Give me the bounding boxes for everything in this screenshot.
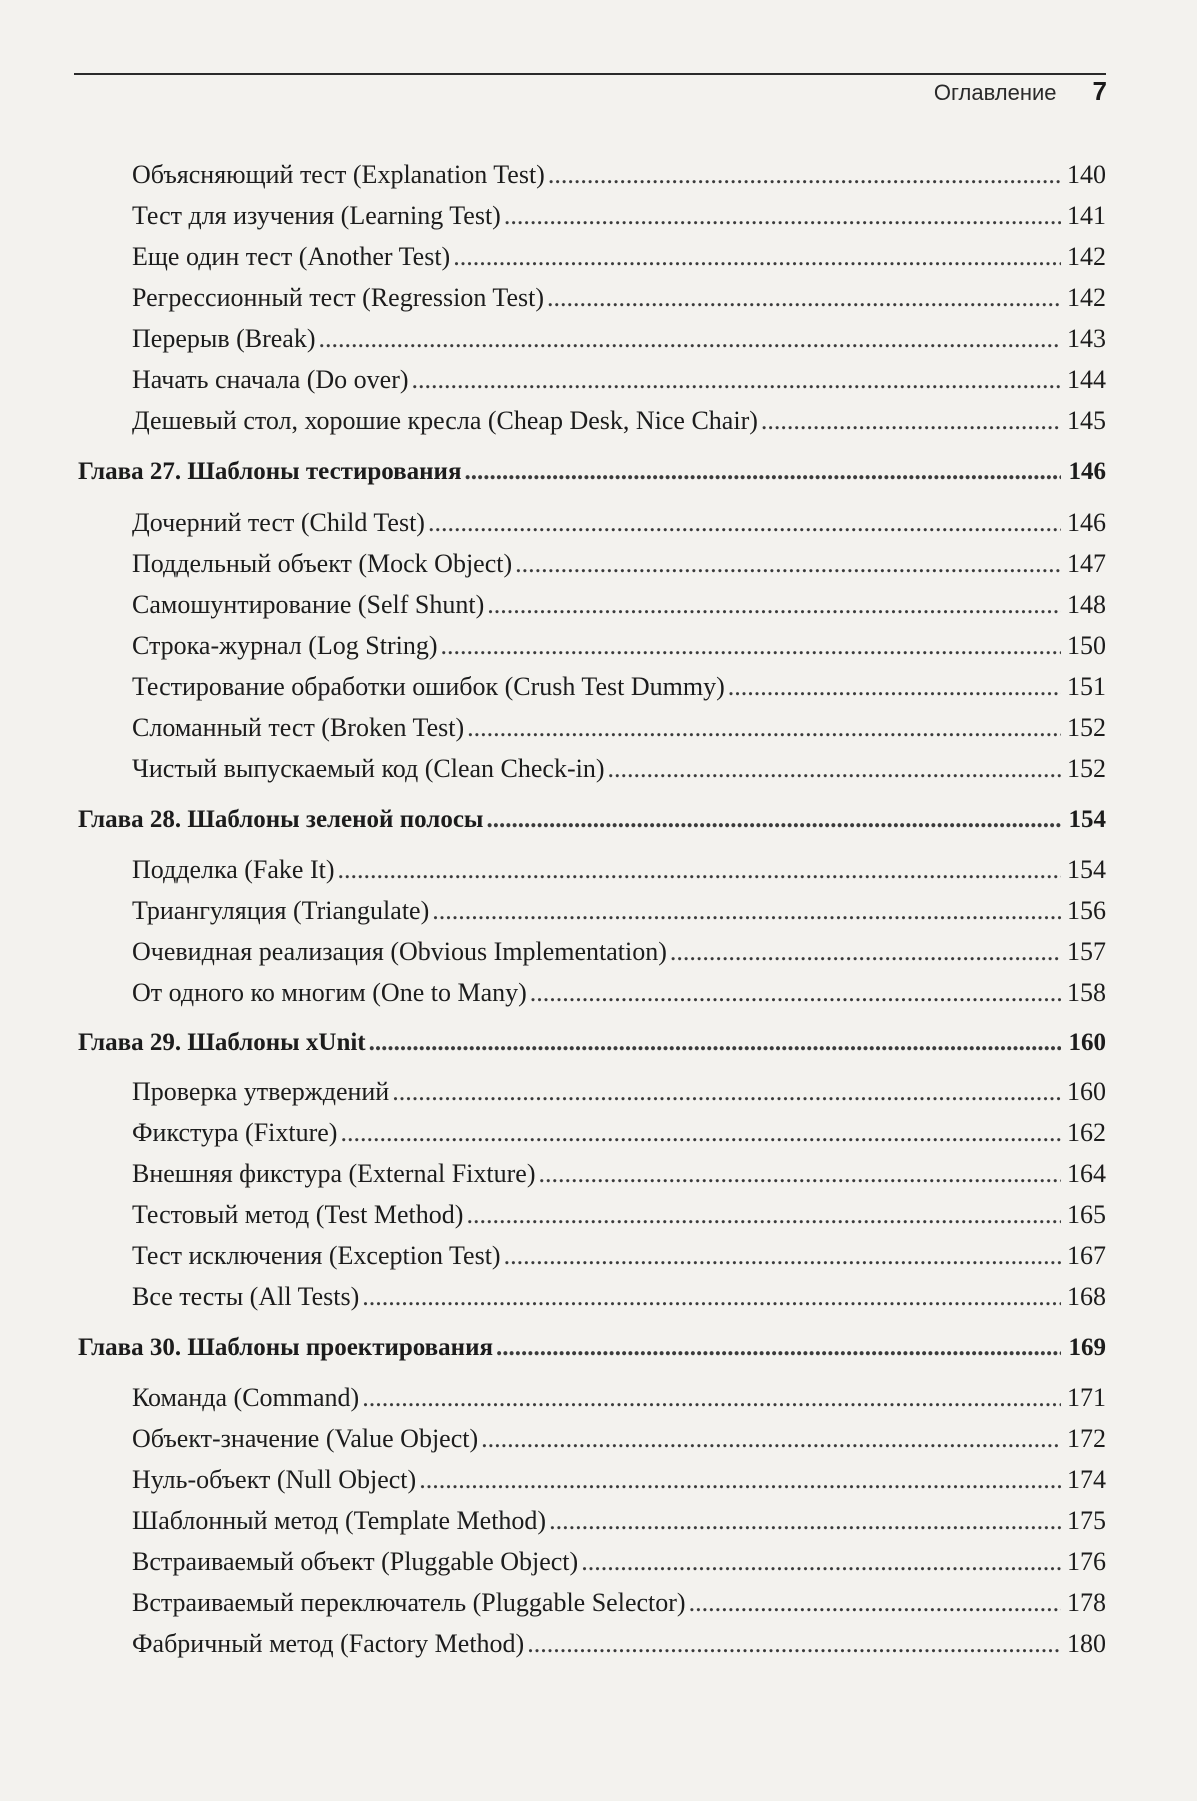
toc-chapter-title: Глава 27. Шаблоны тестирования xyxy=(78,458,462,485)
toc-entry-page: 144 xyxy=(1067,365,1106,394)
toc-entry-title: Дочерний тест (Child Test) xyxy=(132,508,425,537)
toc-chapter-page: 154 xyxy=(1068,806,1106,833)
toc-entry-page: 158 xyxy=(1067,978,1106,1007)
toc-entry-page: 145 xyxy=(1067,406,1106,435)
dot-leader xyxy=(527,1629,1061,1659)
toc-entry-page: 175 xyxy=(1067,1506,1106,1535)
toc-entry-title: Чистый выпускаемый код (Clean Check-in) xyxy=(132,754,605,783)
toc-entry xyxy=(132,1282,1106,1312)
dot-leader xyxy=(481,1424,1061,1454)
toc-entry-page: 152 xyxy=(1067,713,1106,742)
toc-entry-page: 147 xyxy=(1067,549,1106,578)
toc-entry xyxy=(132,1118,1106,1148)
toc-entry xyxy=(132,1241,1106,1271)
toc-chapter-page: 146 xyxy=(1068,458,1106,485)
dot-leader xyxy=(547,283,1061,313)
toc-entry-page: 143 xyxy=(1067,324,1106,353)
dot-leader xyxy=(464,458,1061,486)
toc-entry-page: 148 xyxy=(1067,590,1106,619)
dot-leader xyxy=(338,855,1061,885)
toc-entry-title: Триангуляция (Triangulate) xyxy=(132,896,430,925)
toc-entry-page: 156 xyxy=(1067,896,1106,925)
toc-entry xyxy=(132,160,1106,190)
dot-leader xyxy=(428,508,1061,538)
toc-entry xyxy=(132,1077,1106,1107)
toc-entry-title: От одного ко многим (One to Many) xyxy=(132,978,527,1007)
dot-leader xyxy=(392,1077,1061,1107)
dot-leader xyxy=(515,549,1061,579)
toc-chapter xyxy=(78,1334,1106,1362)
dot-leader xyxy=(453,242,1061,272)
toc-entry-page: 150 xyxy=(1067,631,1106,660)
toc-entry-page: 176 xyxy=(1067,1547,1106,1576)
toc-entry-page: 146 xyxy=(1067,508,1106,537)
toc-entry-title: Строка-журнал (Log String) xyxy=(132,631,438,660)
toc-entry-page: 174 xyxy=(1067,1465,1106,1494)
toc-entry-title: Сломанный тест (Broken Test) xyxy=(132,713,465,742)
toc-entry xyxy=(132,549,1106,579)
dot-leader xyxy=(466,1200,1061,1230)
toc-entry xyxy=(132,855,1106,885)
toc-entry-title: Объект-значение (Value Object) xyxy=(132,1424,479,1453)
dot-leader xyxy=(432,896,1061,926)
toc-entry-title: Тест для изучения (Learning Test) xyxy=(132,201,501,230)
toc-entry xyxy=(132,365,1106,395)
toc-entry-title: Встраиваемый переключатель (Pluggable Selector) xyxy=(132,1588,686,1617)
toc-entry-title: Поддельный объект (Mock Object) xyxy=(132,549,513,578)
toc-entry xyxy=(132,324,1106,354)
toc-entry-title: Шаблонный метод (Template Method) xyxy=(132,1506,547,1535)
toc-entry xyxy=(132,672,1106,702)
toc-entry-title: Начать сначала (Do over) xyxy=(132,365,409,394)
toc-entry-title: Команда (Command) xyxy=(132,1383,360,1412)
toc-chapter xyxy=(78,1029,1106,1057)
toc-entry-title: Тест исключения (Exception Test) xyxy=(132,1241,501,1270)
toc-entry-title: Фикстура (Fixture) xyxy=(132,1118,338,1147)
page-number: 7 xyxy=(1092,76,1107,106)
toc-entry-page: 168 xyxy=(1067,1282,1106,1311)
dot-leader xyxy=(369,1029,1061,1057)
toc-entry-page: 141 xyxy=(1067,201,1106,230)
toc-entry-page: 160 xyxy=(1067,1077,1106,1106)
toc-entry xyxy=(132,1465,1106,1495)
dot-leader xyxy=(689,1588,1061,1618)
toc-entry-title: Перерыв (Break) xyxy=(132,324,316,353)
toc-entry-title: Нуль-объект (Null Object) xyxy=(132,1465,417,1494)
toc-entry-title: Самошунтирование (Self Shunt) xyxy=(132,590,485,619)
toc-entry-page: 142 xyxy=(1067,283,1106,312)
dot-leader xyxy=(487,590,1061,620)
toc-entry xyxy=(132,896,1106,926)
section-name: Оглавление xyxy=(933,80,1057,105)
toc-entry-title: Внешняя фикстура (External Fixture) xyxy=(132,1159,536,1188)
toc-chapter-title: Глава 28. Шаблоны зеленой полосы xyxy=(78,806,484,833)
toc-entry xyxy=(132,1424,1106,1454)
toc-entry xyxy=(132,937,1106,967)
dot-leader xyxy=(504,1241,1061,1271)
toc-entry-page: 180 xyxy=(1067,1629,1106,1658)
toc-entry-title: Дешевый стол, хорошие кресла (Cheap Desk, Nice Chair) xyxy=(132,406,758,435)
toc-entry-page: 151 xyxy=(1067,672,1106,701)
dot-leader xyxy=(319,324,1062,354)
toc-entry xyxy=(132,508,1106,538)
dot-leader xyxy=(608,754,1061,784)
dot-leader xyxy=(486,806,1061,834)
toc-chapter-page: 169 xyxy=(1068,1334,1106,1361)
toc-entry-title: Все тесты (All Tests) xyxy=(132,1282,360,1311)
dot-leader xyxy=(549,1506,1061,1536)
dot-leader xyxy=(670,937,1061,967)
dot-leader xyxy=(412,365,1061,395)
toc-entry-page: 152 xyxy=(1067,754,1106,783)
toc-entry xyxy=(132,406,1106,436)
toc-entry-title: Объясняющий тест (Explanation Test) xyxy=(132,160,545,189)
toc-entry-title: Регрессионный тест (Regression Test) xyxy=(132,283,545,312)
toc-chapter-page: 160 xyxy=(1068,1029,1106,1056)
toc-entry-page: 178 xyxy=(1067,1588,1106,1617)
toc-entry xyxy=(132,713,1106,743)
toc-entry-page: 140 xyxy=(1067,160,1106,189)
dot-leader xyxy=(538,1159,1061,1189)
toc-entry-title: Проверка утверждений xyxy=(132,1077,390,1106)
dot-leader xyxy=(340,1118,1061,1148)
toc-entry-page: 167 xyxy=(1067,1241,1106,1270)
toc-entry-title: Еще один тест (Another Test) xyxy=(132,242,451,271)
toc-entry xyxy=(132,1200,1106,1230)
header-rule xyxy=(74,73,1106,75)
toc-entry-page: 154 xyxy=(1067,855,1106,884)
dot-leader xyxy=(419,1465,1061,1495)
toc-entry xyxy=(132,1383,1106,1413)
toc-entry-page: 157 xyxy=(1067,937,1106,966)
toc-entry-title: Тестирование обработки ошибок (Crush Test Dummy) xyxy=(132,672,725,701)
toc-entry xyxy=(132,201,1106,231)
toc-entry-page: 164 xyxy=(1067,1159,1106,1188)
toc-chapter xyxy=(78,806,1106,834)
toc-chapter-title: Глава 30. Шаблоны проектирования xyxy=(78,1334,494,1361)
toc-entry xyxy=(132,1629,1106,1659)
toc-entry xyxy=(132,1506,1106,1536)
toc-entry-title: Встраиваемый объект (Pluggable Object) xyxy=(132,1547,579,1576)
toc-entry xyxy=(132,754,1106,784)
toc-entry-title: Очевидная реализация (Obvious Implementation) xyxy=(132,937,667,966)
dot-leader xyxy=(581,1547,1061,1577)
toc-entry-page: 142 xyxy=(1067,242,1106,271)
toc-entry xyxy=(132,1588,1106,1618)
toc-entry xyxy=(132,631,1106,661)
toc-entry xyxy=(132,242,1106,272)
toc-entry xyxy=(132,1547,1106,1577)
toc-entry xyxy=(132,1159,1106,1189)
toc-entry-page: 171 xyxy=(1067,1383,1106,1412)
toc-chapter-title: Глава 29. Шаблоны xUnit xyxy=(78,1029,366,1056)
dot-leader xyxy=(504,201,1061,231)
dot-leader xyxy=(362,1282,1061,1312)
toc-entry-page: 172 xyxy=(1067,1424,1106,1453)
dot-leader xyxy=(761,406,1061,436)
toc-entry-title: Подделка (Fake It) xyxy=(132,855,335,884)
dot-leader xyxy=(496,1334,1061,1362)
toc-entry xyxy=(132,283,1106,313)
toc-entry xyxy=(132,590,1106,620)
toc-entry-page: 165 xyxy=(1067,1200,1106,1229)
toc-chapter xyxy=(78,458,1106,486)
dot-leader xyxy=(467,713,1061,743)
toc-entry xyxy=(132,978,1106,1008)
dot-leader xyxy=(548,160,1061,190)
dot-leader xyxy=(441,631,1062,661)
dot-leader xyxy=(728,672,1061,702)
toc-entry-page: 162 xyxy=(1067,1118,1106,1147)
toc-entry-title: Фабричный метод (Factory Method) xyxy=(132,1629,525,1658)
toc-entry-title: Тестовый метод (Test Method) xyxy=(132,1200,464,1229)
running-head xyxy=(934,76,1107,107)
dot-leader xyxy=(362,1383,1061,1413)
dot-leader xyxy=(530,978,1061,1008)
